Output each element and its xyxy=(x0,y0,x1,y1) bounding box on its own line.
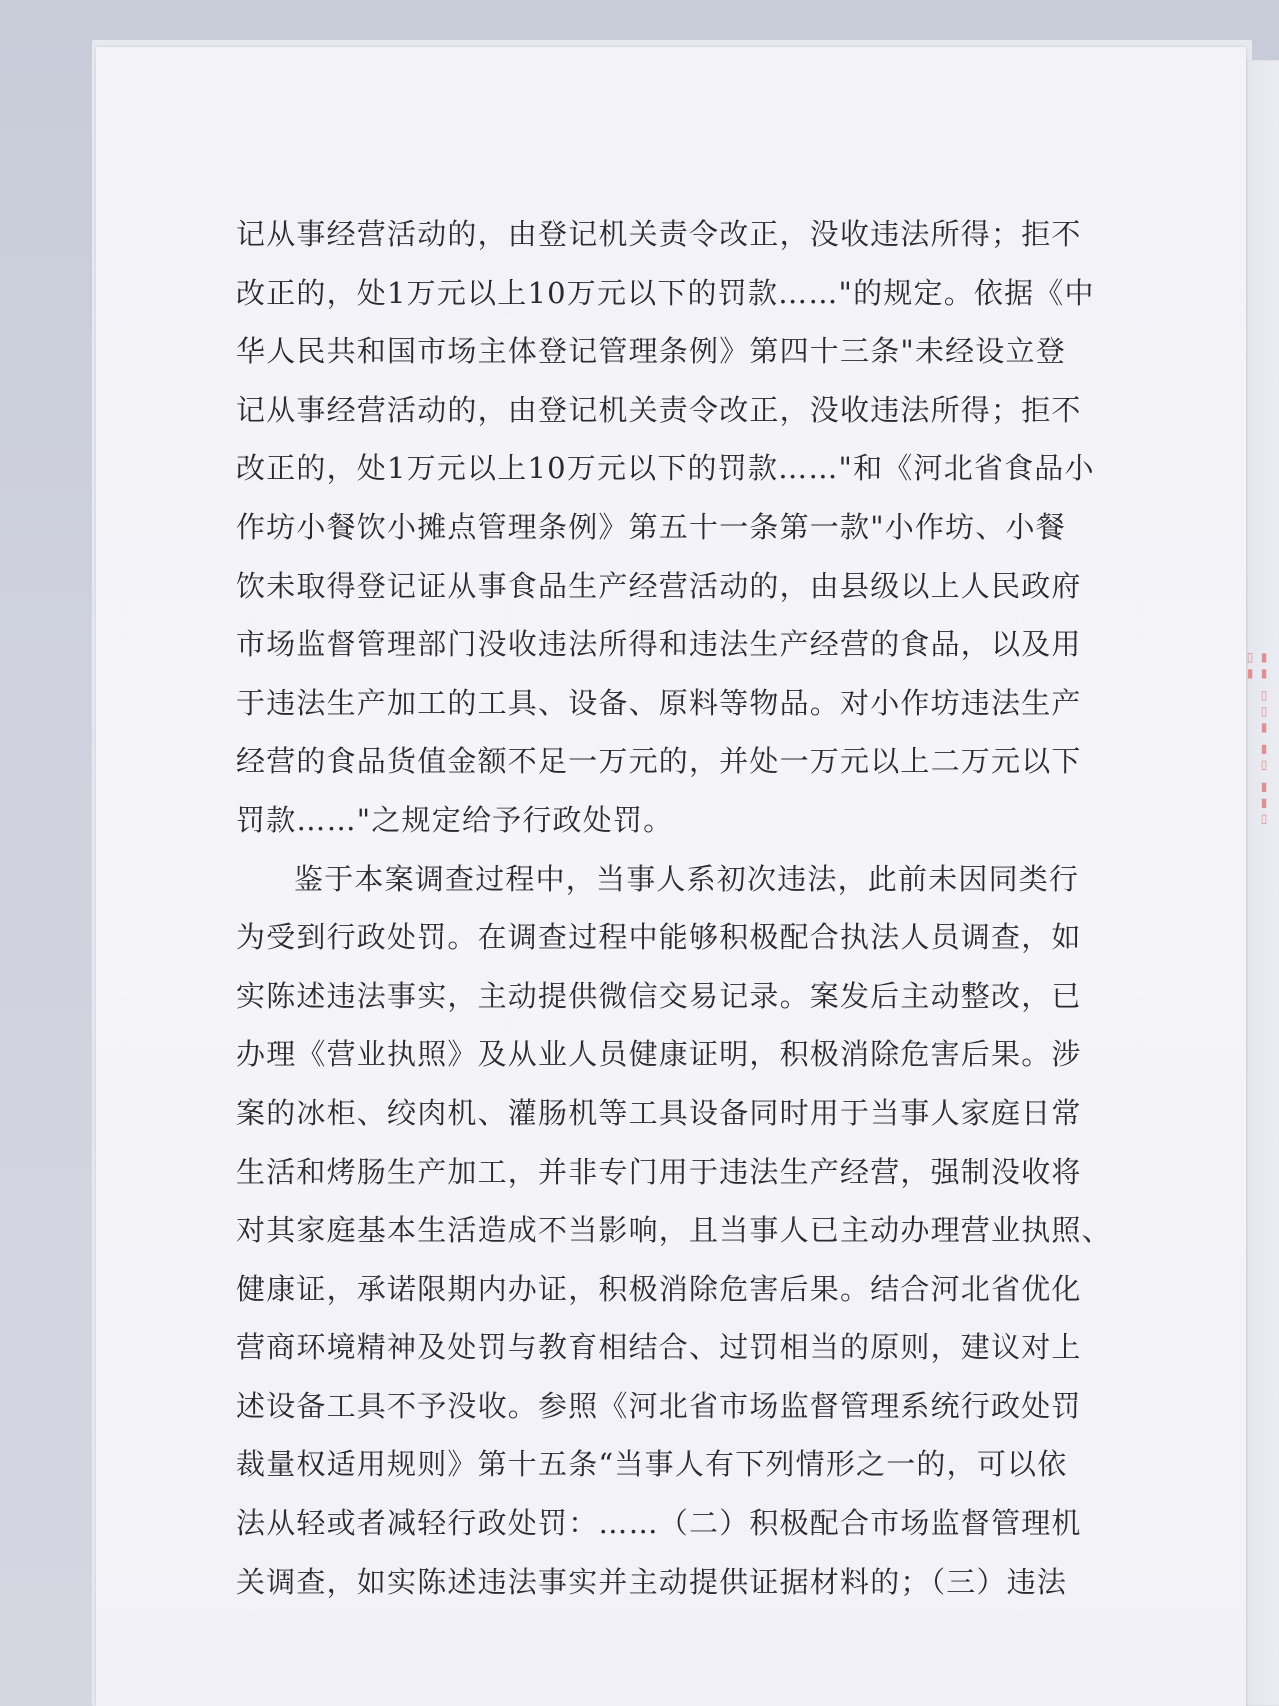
text-line: 对其家庭基本生活造成不当影响，且当事人已主动办理营业执照、 xyxy=(236,1213,1112,1248)
text-line: 经营的食品货值金额不足一万元的，并处一万元以上二万元以下 xyxy=(236,744,1082,779)
text-line: 改正的，处1万元以上10万元以下的罚款……"的规定。依据《中 xyxy=(236,275,1095,310)
text-line: 生活和烤肠生产加工，并非专门用于违法生产经营，强制没收将 xyxy=(236,1154,1082,1189)
text-line: 健康证，承诺限期内办证，积极消除危害后果。结合河北省优化 xyxy=(236,1271,1082,1306)
text-line: 改正的，处1万元以上10万元以下的罚款……"和《河北省食品小 xyxy=(236,451,1095,486)
text-line: 述设备工具不予没收。参照《河北省市场监督管理系统行政处罚 xyxy=(236,1388,1082,1423)
text-line: 实陈述违法事实，主动提供微信交易记录。案发后主动整改，已 xyxy=(236,978,1082,1013)
document-body xyxy=(236,205,1116,1611)
text-line: 法从轻或者减轻行政处罚：……（二）积极配合市场监督管理机 xyxy=(236,1506,1082,1541)
underlying-page-edge xyxy=(1243,60,1279,1706)
text-line: 办理《营业执照》及从业人员健康证明，积极消除危害后果。涉 xyxy=(236,1037,1082,1072)
text-line: 罚款……"之规定给予行政处罚。 xyxy=(236,802,674,837)
text-line: 作坊小餐饮小摊点管理条例》第五十一条第一款"小作坊、小餐 xyxy=(236,509,1066,544)
paragraph-start-line: 鉴于本案调查过程中，当事人系初次违法，此前未因同类行 xyxy=(294,861,1080,896)
seal-stamp-fragment: ▮▮ ▯▯▮ ▮▯ ▮▮▯ ▯▮ xyxy=(1243,650,1271,828)
text-line: 为受到行政处罚。在调查过程中能够积极配合执法人员调查，如 xyxy=(236,920,1082,955)
text-line: 案的冰柜、绞肉机、灌肠机等工具设备同时用于当事人家庭日常 xyxy=(236,1095,1082,1130)
text-line: 记从事经营活动的，由登记机关责令改正，没收违法所得；拒不 xyxy=(236,217,1082,251)
text-line: 饮未取得登记证从事食品生产经营活动的，由县级以上人民政府 xyxy=(236,568,1082,603)
text-line: 华人民共和国市场主体登记管理条例》第四十三条"未经设立登 xyxy=(236,334,1066,369)
text-line: 市场监督管理部门没收违法所得和违法生产经营的食品，以及用 xyxy=(236,627,1082,662)
text-line: 于违法生产加工的工具、设备、原料等物品。对小作坊违法生产 xyxy=(236,685,1082,720)
text-line: 裁量权适用规则》第十五条“当事人有下列情形之一的，可以依 xyxy=(236,1447,1068,1482)
text-line: 记从事经营活动的，由登记机关责令改正，没收违法所得；拒不 xyxy=(236,392,1082,427)
text-line: 营商环境精神及处罚与教育相结合、过罚相当的原则，建议对上 xyxy=(236,1330,1082,1365)
text-line: 关调查，如实陈述违法事实并主动提供证据材料的；（三）违法 xyxy=(236,1564,1068,1599)
